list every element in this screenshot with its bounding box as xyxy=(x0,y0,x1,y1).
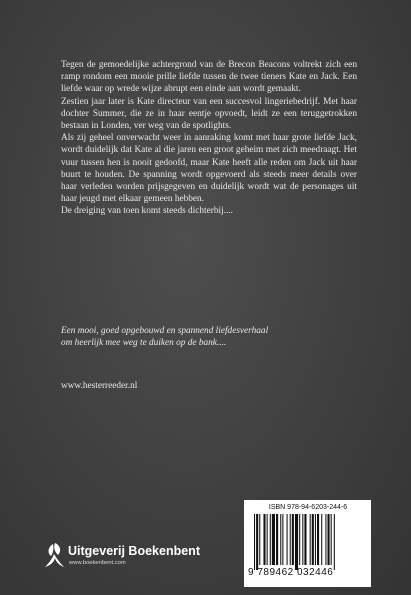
barcode-stripe xyxy=(280,514,281,565)
blurb-paragraph-3: Als zij geheel onverwacht weer in aanraking komt met haar grote liefde Jack, wordt duidelijk dat Kate al die jaren een groot geheim met zich meedraagt. Het vuur tussen hen is nooit gedoofd, maar Kate heeft alle reden om Jack uit haar buurt te houden. De spanning wordt opgevoerd als steeds meer details over haar verleden worden prijsgegeven en duidelijk wordt wat de personages uit haar jeugd met elkaar gemeen hebben. xyxy=(61,133,357,205)
barcode-stripe xyxy=(254,514,255,570)
barcode-stripe xyxy=(282,514,283,565)
barcode-stripe xyxy=(256,514,258,570)
barcode-stripe xyxy=(304,514,306,565)
barcode-stripe xyxy=(292,514,294,565)
blurb-paragraph-4: De dreiging van toen komt steeds dichterbij.... xyxy=(61,206,233,217)
barcode-stripe xyxy=(259,514,260,565)
back-cover-blurb xyxy=(61,59,357,218)
publisher-logo xyxy=(42,541,200,573)
barcode-stripe xyxy=(267,514,268,565)
barcode-stripe xyxy=(317,514,319,565)
barcode-digits: 9 789462 032446 xyxy=(248,567,334,578)
barcode-stripe xyxy=(290,514,291,565)
barcode-stripe xyxy=(276,514,278,565)
barcode-bars xyxy=(254,514,362,570)
blurb-paragraph-1: Tegen de gemoedelijke achtergrond van de Brecon Beacons voltrekt zich een ramp rondom een mooie prille liefde tussen de twee tieners Kate en Jack. Een liefde waar op wrede wijze abrupt een einde aan wordt gemaakt. xyxy=(61,60,357,95)
isbn-label: ISBN 978-94-6203-244-6 xyxy=(268,504,348,511)
publisher-url: www.boekenbent.com xyxy=(69,560,126,566)
review-tagline xyxy=(61,325,361,349)
barcode-stripe xyxy=(331,514,332,565)
barcode-stripe xyxy=(325,514,326,565)
blurb-paragraph-2: Zestien jaar later is Kate directeur van een succesvol lingeriebedrijf. Met haar dochter Summer, die ze in haar eentje opvoedt, leidt ze een teruggetrokken bestaan in Londen, ver weg van de spotlights. xyxy=(61,96,357,132)
author-website: www.hesterreeder.nl xyxy=(61,381,138,391)
barcode-stripe xyxy=(272,514,275,565)
leaf-figure-icon xyxy=(42,541,66,571)
tagline-line-1: Een mooi, goed opgebouwd en spannend liefdesverhaal xyxy=(61,326,269,336)
barcode-stripe xyxy=(315,514,316,565)
tagline-line-2: om heerlijk mee weg te duiken op de bank.... xyxy=(61,338,227,349)
barcode-stripe xyxy=(263,514,265,565)
barcode-stripe xyxy=(321,514,322,565)
barcode-stripe xyxy=(334,514,335,570)
barcode-stripe xyxy=(328,514,330,565)
barcode-stripe xyxy=(302,514,303,565)
barcode-stripe xyxy=(312,514,314,565)
barcode-stripe xyxy=(310,514,311,565)
barcode-stripe xyxy=(299,514,300,565)
isbn-barcode xyxy=(244,500,371,587)
barcode-stripe xyxy=(270,514,271,565)
publisher-name: Uitgeverij Boekenbent xyxy=(68,544,200,558)
barcode-stripe xyxy=(295,514,298,570)
barcode-stripe xyxy=(287,514,288,565)
